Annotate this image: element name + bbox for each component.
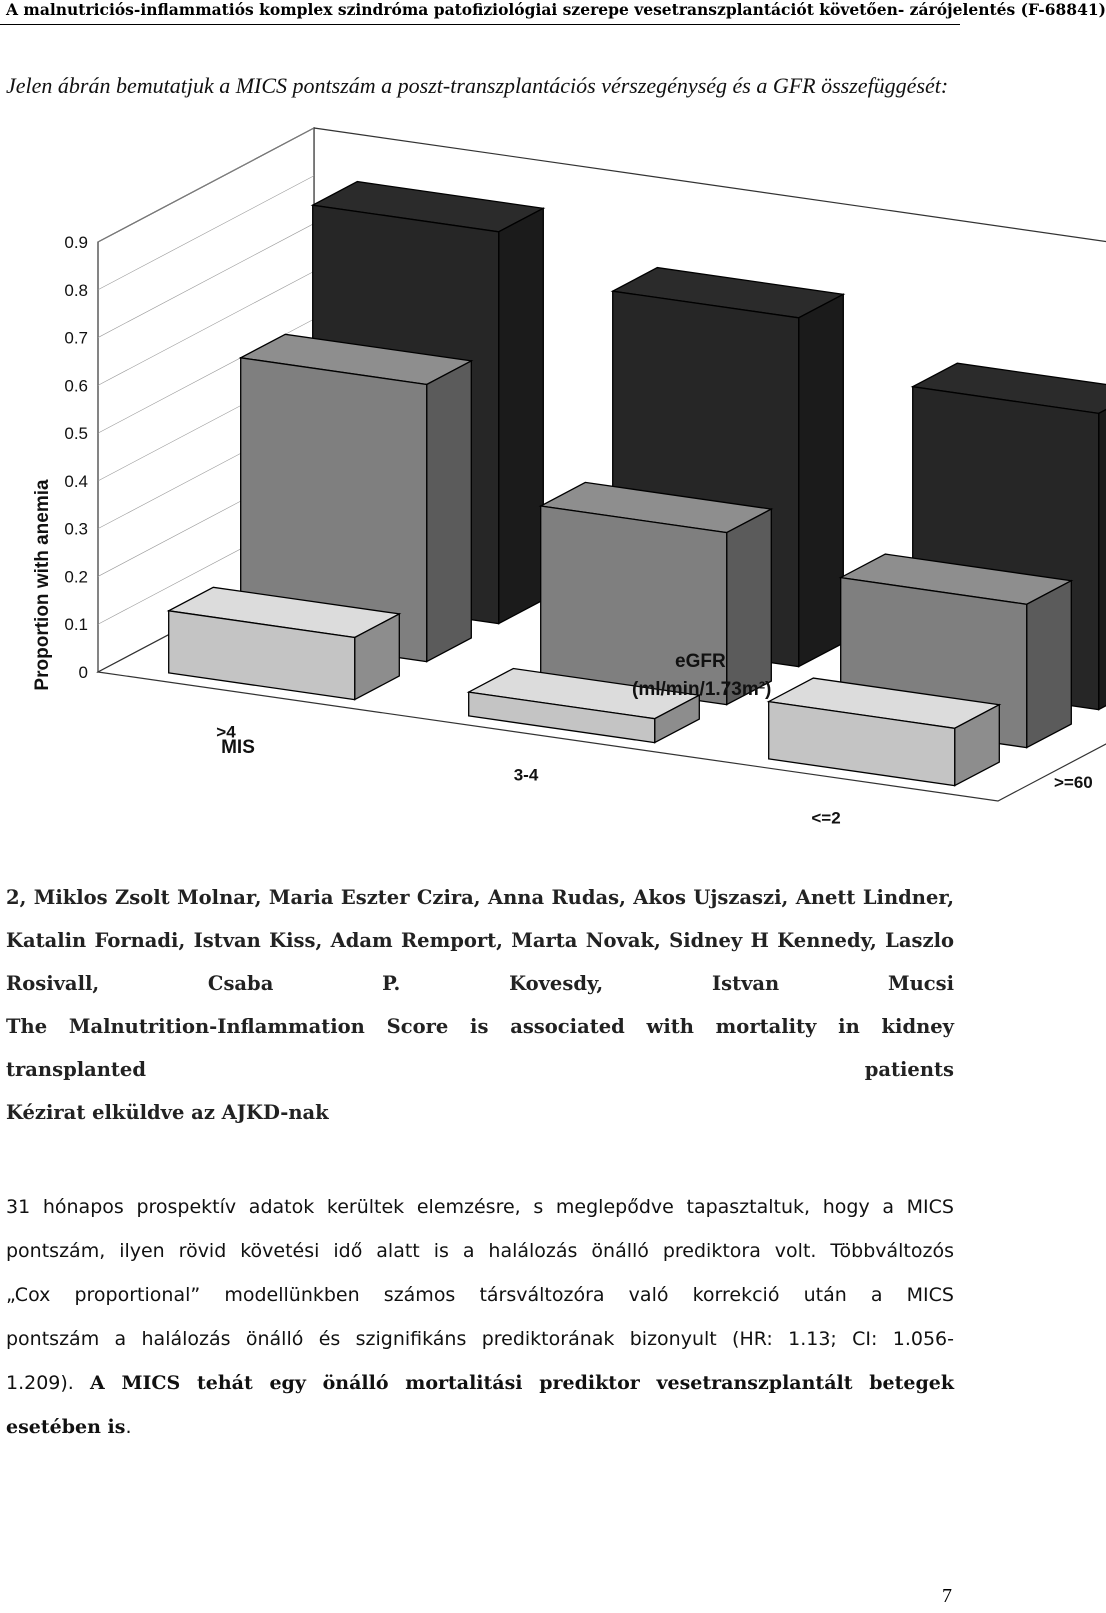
body-text-plain: . (125, 1416, 132, 1438)
body-text-emphasis: esetében is (6, 1416, 126, 1438)
ref-status: Kézirat elküldve az AJKD-nak (6, 1101, 329, 1124)
y-tick-label: 0.6 (64, 376, 88, 396)
y-tick-label: 0.7 (64, 328, 88, 348)
page-header: A malnutriciós-inflammatiós komplex szindróma patofiziológiai szerepe vesetranszplantációt követően- zárójelentés (F-68841) (6, 0, 1106, 19)
bar-side (1099, 390, 1106, 710)
bar (541, 482, 772, 704)
ref-authors: 2, Miklos Zsolt Molnar, Maria Eszter Czira, Anna Rudas, Akos Ujszaszi, Anett Lindner, Katalin Fornadi, Istvan Kiss, Adam Remport, Marta Novak, Sidney H Kennedy, Laszlo Rosivall, Csaba P. Kovesdy, Istvan Mucsi (6, 886, 954, 995)
body-line-mixed (6, 1361, 954, 1405)
y-tick-label: 0.8 (64, 280, 88, 300)
y-tick-label: 0.3 (64, 519, 88, 539)
depth-axis-title: eGFR (675, 651, 726, 672)
bar-side (427, 361, 472, 662)
ref-title: The Malnutrition-Inflammation Score is associated with mortality in kidney transplanted patients (6, 1015, 954, 1081)
x-tick-label: >4 (216, 722, 236, 742)
y-tick-label: 0.9 (64, 233, 88, 252)
y-tick-label: 0.2 (64, 567, 88, 587)
y-tick-label: 0 (78, 663, 88, 682)
intro-text: Jelen ábrán bemutatjuk a MICS pontszám a poszt-transzplantációs vérszegénység és a GFR összefüggését: (6, 73, 949, 98)
y-tick-label: 0.4 (64, 471, 88, 491)
reference-block (6, 876, 954, 1134)
bar-side (799, 294, 844, 666)
body-line: „Cox proportional” modellünkben számos társváltozóra való korrekció után a MICS (6, 1284, 954, 1306)
body-line: pontszám a halálozás önálló és szignifikáns prediktorának bizonyult (HR: 1.13; CI: 1.056- (6, 1328, 954, 1350)
body-text (6, 1185, 954, 1449)
body-line-mixed (6, 1405, 954, 1449)
anemia-bar-chart (0, 225, 1093, 828)
depth-tick-label: >=60 (1054, 773, 1093, 792)
body-line: 31 hónapos prospektív adatok kerültek elemzésre, s meglepődve tapasztaltuk, hogy a MICS (6, 1196, 954, 1218)
body-line: pontszám, ilyen rövid követési idő alatt is a halálozás önálló prediktora volt. Többváltozós (6, 1240, 954, 1262)
y-tick-label: 0.5 (64, 424, 88, 444)
bar-front (541, 506, 727, 705)
bar-side (1027, 581, 1072, 748)
y-axis-title: Proportion with anemia (32, 479, 53, 691)
body-text-emphasis: A MICS tehát egy önálló mortalitási prediktor vesetranszplantált betegek (90, 1372, 954, 1394)
body-text-plain: 1.209). (6, 1372, 74, 1394)
x-tick-label: <=2 (811, 808, 841, 828)
bar-side (727, 509, 772, 704)
bar-side (499, 208, 544, 623)
header-rule (0, 24, 960, 25)
x-tick-label: 3-4 (513, 765, 539, 785)
page-number: 7 (942, 1585, 952, 1607)
depth-axis-unit: (ml/min/1.73m²) (632, 679, 772, 700)
y-tick-label: 0.1 (64, 615, 88, 635)
x-axis-title: MIS (221, 737, 255, 758)
